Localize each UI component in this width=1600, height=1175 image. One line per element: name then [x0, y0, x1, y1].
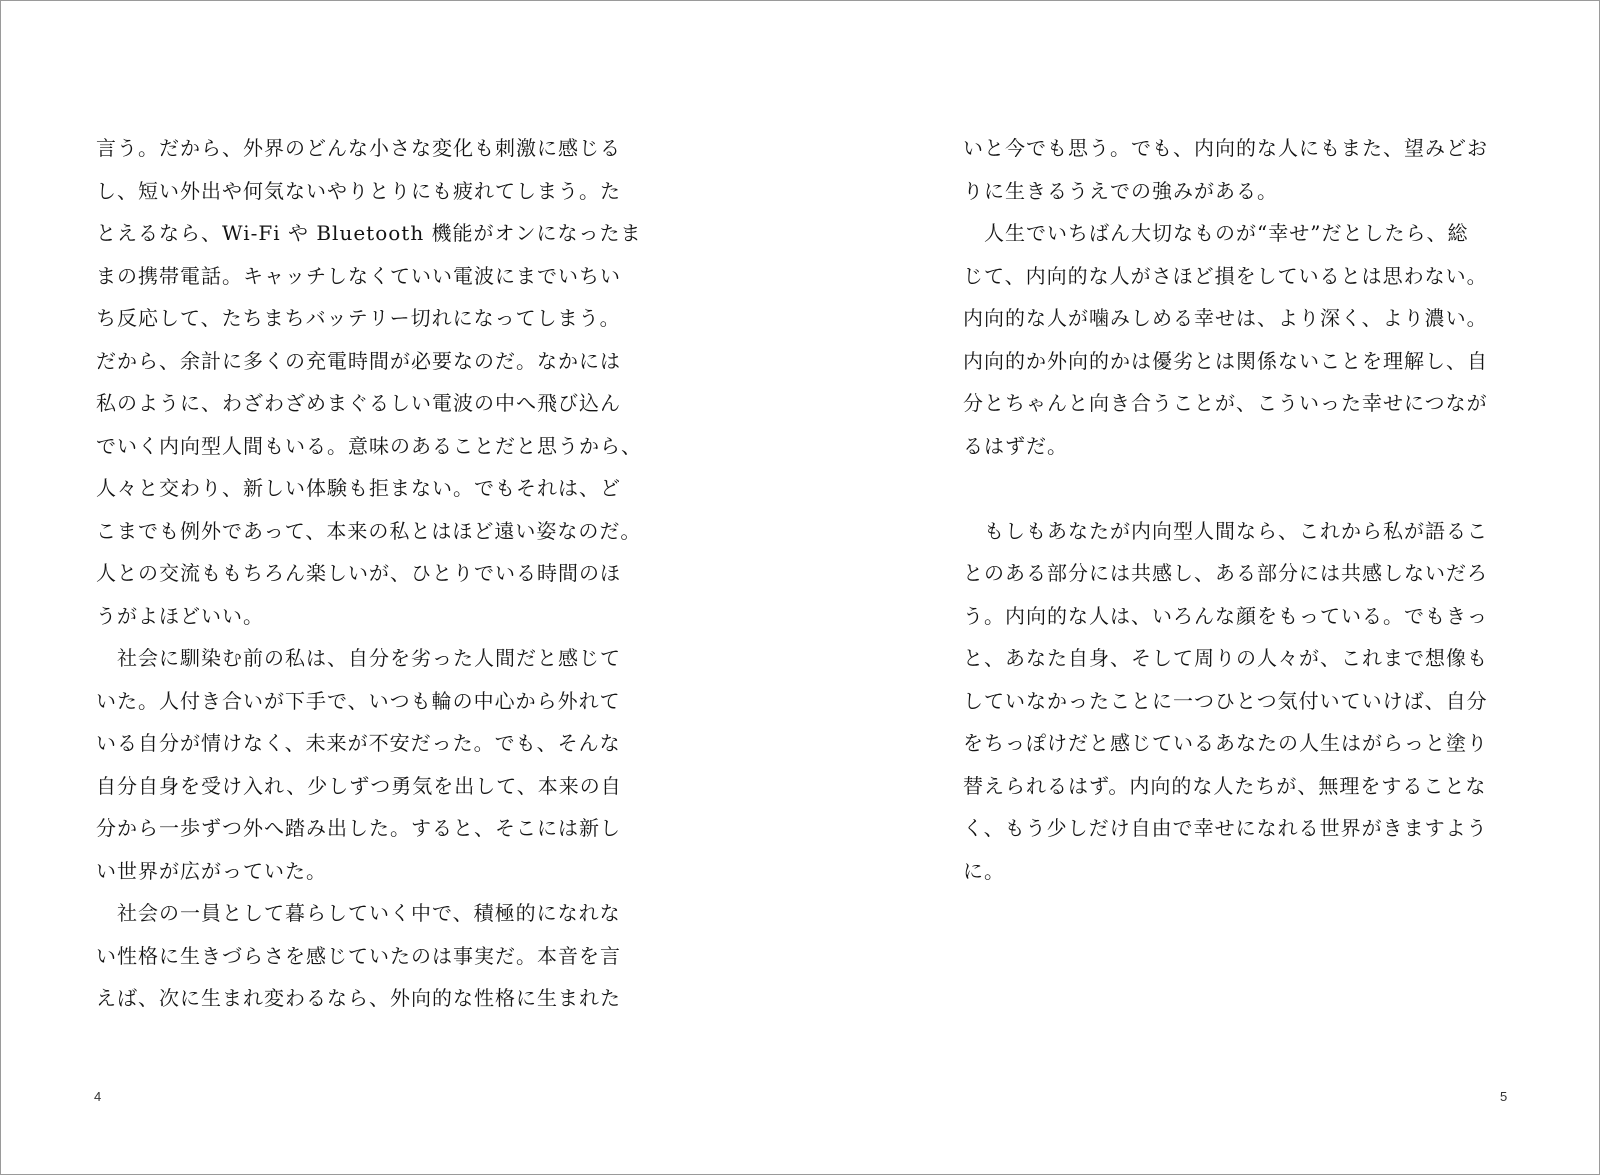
- body-line: いと今でも思う。でも、内向的な人にもまた、望みどお: [963, 136, 1488, 160]
- right-page: [801, 1, 1600, 1174]
- body-line: 内向的か外向的かは優劣とは関係ないことを理解し、自: [963, 348, 1488, 373]
- body-line: 替えられるはず。内向的な人たちが、無理をすることな: [963, 773, 1487, 798]
- body-line: 自分自身を受け入れ、少しずつ勇気を出して、本来の自: [96, 773, 622, 798]
- body-line: う。内向的な人は、いろんな顔をもっている。でもきっ: [963, 603, 1488, 628]
- body-line: い世界が広がっていた。: [96, 858, 327, 883]
- body-line: でいく内向型人間もいる。意味のあることだと思うから、: [96, 433, 642, 458]
- body-line: 分から一歩ずつ外へ踏み出した。すると、そこには新し: [96, 816, 621, 840]
- section-break: [963, 467, 1523, 510]
- body-line: く、もう少しだけ自由で幸せになれる世界がきますよう: [963, 816, 1488, 840]
- body-line: とのある部分には共感し、ある部分には共感しないだろ: [963, 561, 1488, 585]
- body-line: していなかったことに一つひとつ気付いていけば、自分: [963, 688, 1488, 713]
- body-line: い性格に生きづらさを感じていたのは事実だ。本音を言: [96, 943, 621, 968]
- body-line: うがよほどいい。: [96, 603, 264, 628]
- right-page-body: [963, 127, 1523, 892]
- body-line: 内向的な人が噛みしめる幸せは、より深く、より濃い。: [963, 306, 1488, 330]
- page-number: 5: [1500, 1089, 1508, 1104]
- body-line: いる自分が情けなく、未来が不安だった。でも、そんな: [96, 731, 621, 755]
- body-line: と、あなた自身、そして周りの人々が、これまで想像も: [963, 646, 1488, 670]
- body-line: もしもあなたが内向型人間なら、これから私が語るこ: [963, 518, 1488, 543]
- body-line: し、短い外出や何気ないやりとりにも疲れてしまう。た: [96, 178, 621, 203]
- body-line: とえるなら、Wi-Fi や Bluetooth 機能がオンになったま: [96, 221, 642, 245]
- body-line: ち反応して、たちまちバッテリー切れになってしまう。: [96, 306, 621, 330]
- body-line: 言う。だから、外界のどんな小さな変化も刺激に感じる: [96, 136, 621, 160]
- body-line: えば、次に生まれ変わるなら、外向的な性格に生まれた: [96, 986, 621, 1010]
- left-page-body: [96, 127, 656, 1020]
- body-line: いた。人付き合いが下手で、いつも輪の中心から外れて: [96, 688, 621, 713]
- page-number: 4: [94, 1089, 102, 1104]
- body-line: 人々と交わり、新しい体験も拒まない。でもそれは、ど: [96, 476, 621, 500]
- body-line: じて、内向的な人がさほど損をしているとは思わない。: [963, 263, 1488, 288]
- left-page: [1, 1, 801, 1174]
- body-line: だから、余計に多くの充電時間が必要なのだ。なかには: [96, 348, 621, 373]
- body-line: 人生でいちばん大切なものが“幸せ”だとしたら、総: [963, 221, 1469, 245]
- body-line: をちっぽけだと感じているあなたの人生はがらっと塗り: [963, 731, 1488, 755]
- body-line: 人との交流ももちろん楽しいが、ひとりでいる時間のほ: [96, 561, 621, 585]
- body-line: こまでも例外であって、本来の私とはほど遠い姿なのだ。: [96, 518, 642, 543]
- body-line: 社会に馴染む前の私は、自分を劣った人間だと感じて: [96, 646, 621, 670]
- body-line: 私のように、わざわざめまぐるしい電波の中へ飛び込ん: [96, 391, 621, 415]
- body-line: に。: [963, 858, 1005, 883]
- body-line: るはずだ。: [963, 433, 1068, 458]
- body-line: 分とちゃんと向き合うことが、こういった幸せにつなが: [963, 391, 1488, 415]
- body-line: りに生きるうえでの強みがある。: [963, 178, 1278, 203]
- body-line: 社会の一員として暮らしていく中で、積極的になれな: [96, 901, 621, 925]
- body-line: まの携帯電話。キャッチしなくていい電波にまでいちい: [96, 263, 621, 288]
